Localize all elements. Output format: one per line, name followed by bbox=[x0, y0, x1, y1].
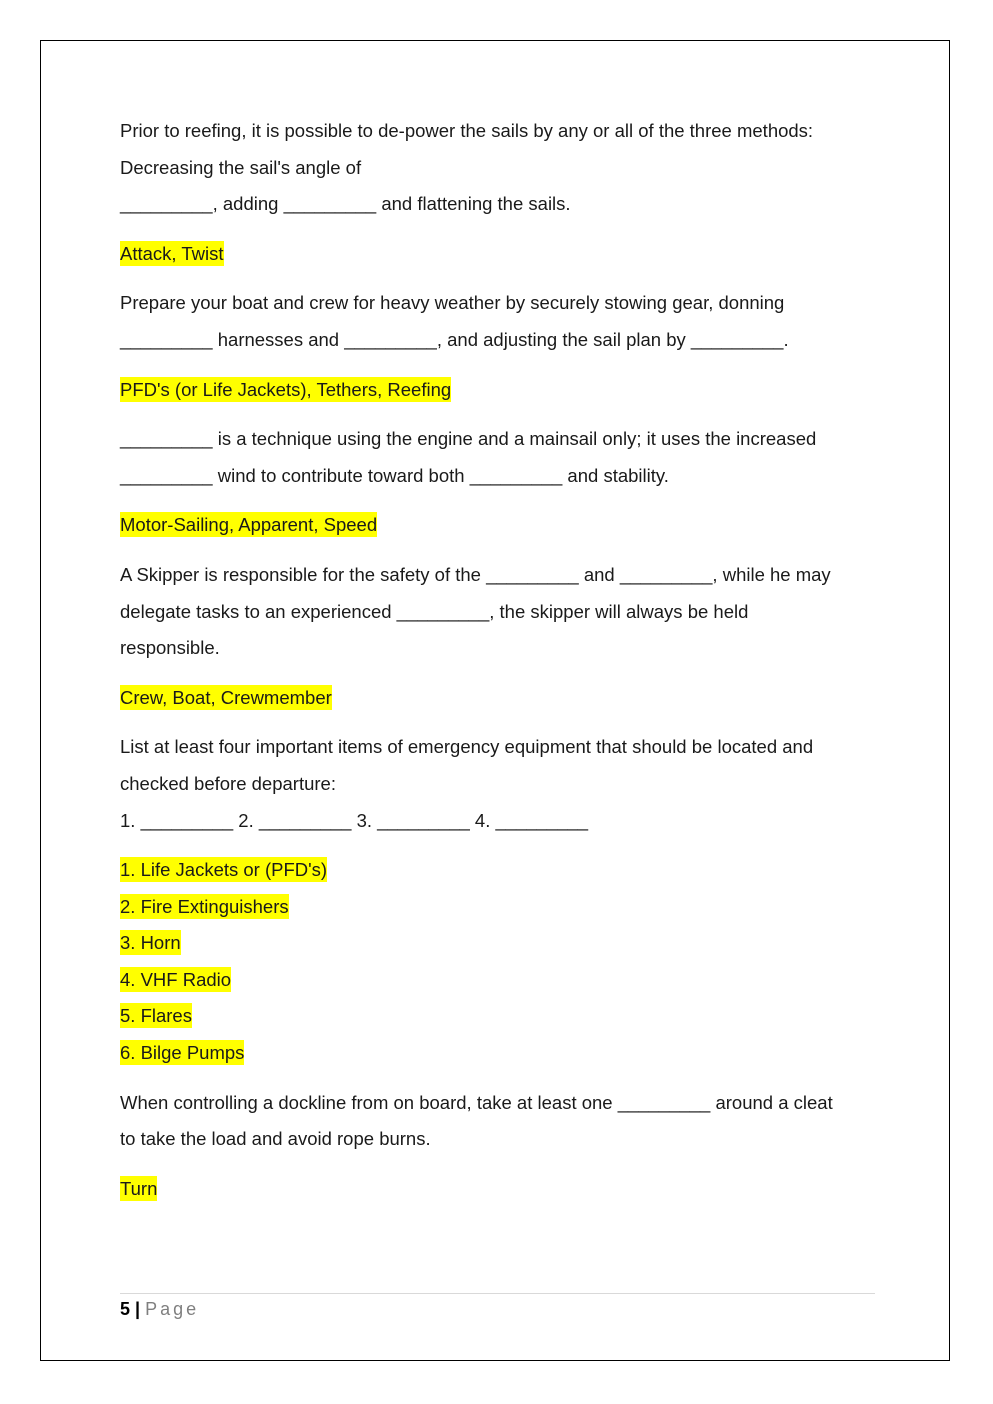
highlighted-answer: Crew, Boat, Crewmember bbox=[120, 686, 332, 708]
answer bbox=[120, 507, 880, 544]
document-body bbox=[120, 113, 880, 1220]
answer-list-item bbox=[120, 1035, 880, 1072]
question-line: Prepare your boat and crew for heavy weather by securely stowing gear, donning bbox=[120, 292, 785, 314]
answer bbox=[120, 680, 880, 717]
question-text bbox=[120, 1085, 880, 1158]
question-line: to take the load and avoid rope burns. bbox=[120, 1128, 431, 1150]
question-5 bbox=[120, 729, 880, 1071]
footer-separator: | bbox=[135, 1299, 141, 1319]
question-text bbox=[120, 421, 880, 494]
question-line: List at least four important items of emergency equipment that should be located and bbox=[120, 736, 814, 758]
answer-list-item bbox=[120, 889, 880, 926]
question-line: Decreasing the sail's angle of bbox=[120, 156, 362, 178]
question-text bbox=[120, 285, 880, 358]
answer-list-item bbox=[120, 998, 880, 1035]
highlighted-answer: 4. VHF Radio bbox=[120, 968, 232, 990]
question-line: 1. _________ 2. _________ 3. _________ 4. _________ bbox=[120, 809, 589, 831]
question-1 bbox=[120, 113, 880, 272]
highlighted-answer: Turn bbox=[120, 1177, 158, 1199]
highlighted-answer: 3. Horn bbox=[120, 932, 181, 954]
page-label: Page bbox=[145, 1299, 200, 1319]
question-line: A Skipper is responsible for the safety of the _________ and _________, while he may bbox=[120, 563, 831, 585]
question-line: responsible. bbox=[120, 637, 220, 659]
answer bbox=[120, 236, 880, 273]
highlighted-answer: Motor-Sailing, Apparent, Speed bbox=[120, 514, 378, 536]
answer-list-item bbox=[120, 852, 880, 889]
question-4 bbox=[120, 557, 880, 716]
answer-list-item bbox=[120, 962, 880, 999]
page-number: 5 bbox=[120, 1299, 131, 1319]
highlighted-answer: Attack, Twist bbox=[120, 242, 224, 264]
question-line: Prior to reefing, it is possible to de-power the sails by any or all of the three methods: bbox=[120, 120, 814, 141]
answer bbox=[120, 372, 880, 409]
highlighted-answer: PFD's (or Life Jackets), Tethers, Reefing bbox=[120, 378, 452, 400]
question-text bbox=[120, 113, 880, 223]
question-line: _________ is a technique using the engine and a mainsail only; it uses the increased bbox=[120, 428, 817, 450]
question-line: _________, adding _________ and flattening the sails. bbox=[120, 193, 571, 215]
highlighted-answer: 6. Bilge Pumps bbox=[120, 1042, 245, 1064]
question-line: delegate tasks to an experienced _________, the skipper will always be held bbox=[120, 600, 749, 622]
page-footer bbox=[120, 1293, 875, 1320]
question-line: _________ harnesses and _________, and adjusting the sail plan by _________. bbox=[120, 328, 789, 350]
question-line: When controlling a dockline from on board, take at least one _________ around a cleat bbox=[120, 1091, 833, 1113]
question-2 bbox=[120, 285, 880, 408]
question-6 bbox=[120, 1085, 880, 1208]
question-line: _________ wind to contribute toward both _________ and stability. bbox=[120, 464, 669, 486]
question-3 bbox=[120, 421, 880, 544]
question-line: checked before departure: bbox=[120, 772, 336, 794]
highlighted-answer: 5. Flares bbox=[120, 1005, 192, 1027]
highlighted-answer: 1. Life Jackets or (PFD's) bbox=[120, 859, 328, 881]
question-text bbox=[120, 729, 880, 839]
answer-list bbox=[120, 852, 880, 1072]
answer bbox=[120, 1171, 880, 1208]
question-text bbox=[120, 557, 880, 667]
highlighted-answer: 2. Fire Extinguishers bbox=[120, 895, 289, 917]
answer-list-item bbox=[120, 925, 880, 962]
